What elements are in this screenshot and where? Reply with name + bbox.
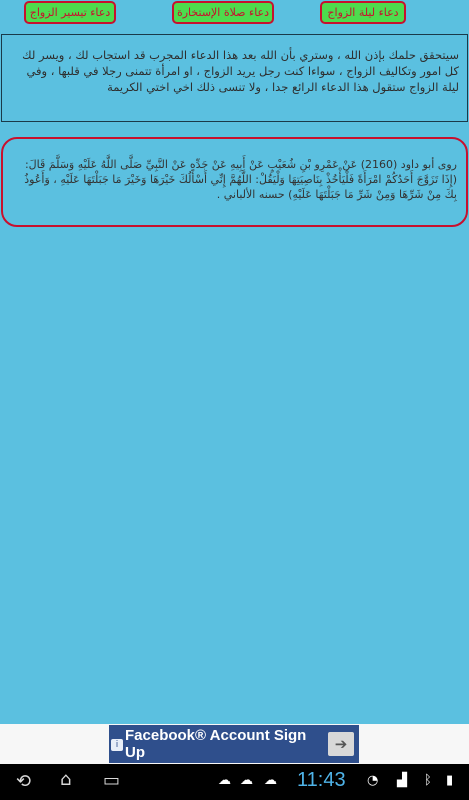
intro-text: سيتحقق حلمك بإذن الله ، وستري بأن الله بعد هذا الدعاء المجرب قد استجاب لك ، ويسر لك كل امور وتكاليف الزواج ، سواءا كنت رجل يريد الزواج ، او امرأة تتمنى رجلا في قلبها ، وفي ليلة الزواج ستقول هذا الدعاء الرائع جدا ، ولا تنسى ذلك اخي اختي الكريمة bbox=[22, 48, 459, 94]
istikhara-dua-button[interactable]: دعاء صلاة الإستخارة bbox=[172, 1, 274, 24]
ad-text[interactable]: Facebook® Account Sign Up bbox=[125, 727, 307, 761]
wifi-icon: ◔ bbox=[367, 773, 379, 788]
messenger-icon: ☁ bbox=[218, 773, 231, 788]
hadith-box bbox=[1, 137, 468, 227]
ad-info-icon[interactable]: i bbox=[111, 739, 123, 751]
messenger-icon-3: ☁ bbox=[264, 773, 277, 788]
ad-arrow-icon[interactable]: ➔ bbox=[328, 732, 354, 756]
bluetooth-icon: ᛒ bbox=[424, 773, 432, 788]
top-button-bar bbox=[0, 0, 469, 28]
home-icon[interactable]: ⌂ bbox=[60, 769, 72, 790]
system-nav-bar bbox=[0, 764, 469, 800]
messenger-icon-2: ☁ bbox=[240, 773, 253, 788]
recent-apps-icon[interactable]: ▭ bbox=[103, 770, 121, 791]
battery-icon: ▮ bbox=[446, 773, 454, 788]
ease-marriage-dua-button[interactable]: دعاء تيسير الزواج bbox=[24, 1, 116, 24]
wedding-night-dua-button[interactable]: دعاء ليلة الزواج bbox=[320, 1, 406, 24]
signal-icon: ▟ bbox=[397, 773, 407, 788]
clock: 11:43 bbox=[297, 769, 346, 791]
facebook-ad[interactable] bbox=[109, 725, 359, 763]
ad-banner bbox=[0, 724, 469, 764]
hadith-text: روى أبو داود (2160) عَنْ عَمْرِو بْنِ شُعَيْبٍ عَنْ أَبِيهِ عَنْ جَدِّهِ عَنْ النَّبِيِّ صَلَّى اللَّهُ عَلَيْهِ وَسَلَّمَ قَالَ: (إِذَا تَزَوَّجَ أَحَدُكُمْ امْرَأَةً فَلْيَأْخُذْ بِنَاصِيَتِهَا وَلْيَقُلْ: اللَّهُمَّ إِنِّي أَسْأَلُكَ خَيْرَهَا وَخَيْرَ مَا جَبَلْتَهَا عَلَيْهِ ، وَأَعُوذُ بِكَ مِنْ شَرِّهَا وَمِنْ شَرِّ مَا جَبَلْتَهَا عَلَيْهِ) حسنه الألباني . bbox=[24, 158, 457, 201]
intro-text-box bbox=[1, 34, 468, 122]
back-icon[interactable]: ⟲ bbox=[16, 771, 32, 792]
